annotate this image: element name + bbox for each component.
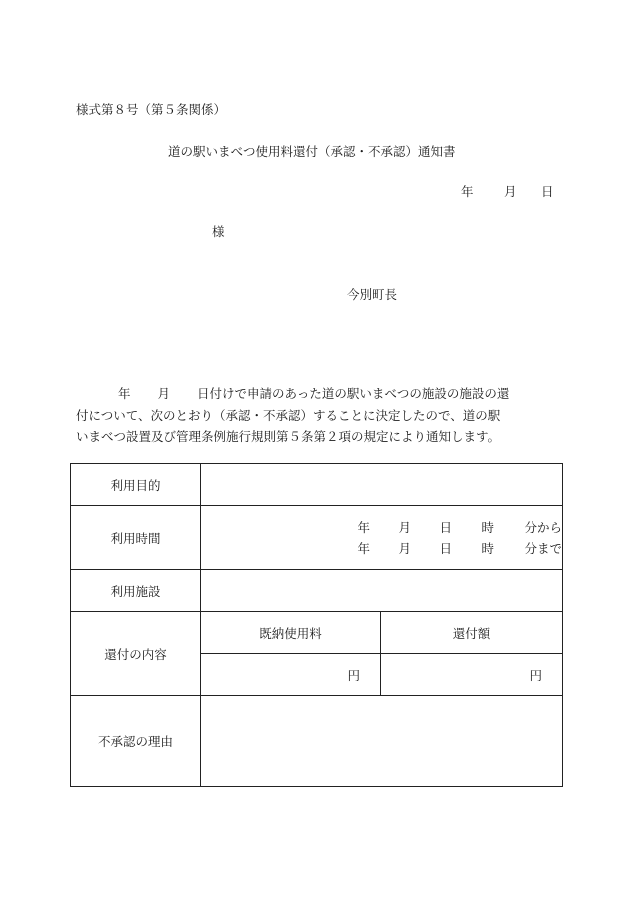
notice-line-2: 付について、次のとおり（承認・不承認）することに決定したので、道の駅 [76, 407, 501, 423]
body-date-month: 月 [157, 386, 171, 401]
time-to-day: 日 [439, 541, 452, 556]
form-number: 様式第８号（第５条関係） [76, 102, 227, 117]
notice-body [76, 383, 566, 448]
reason-value [201, 696, 563, 787]
time-from-minute: 分から [524, 520, 562, 535]
details-table [70, 463, 563, 787]
time-label: 利用時間 [71, 506, 201, 570]
facility-value [201, 570, 563, 612]
notice-line-1-text: 日付けで申請のあった道の駅いまべつの施設の施設の還 [197, 386, 510, 401]
document-title: 道の駅いまべつ使用料還付（承認・不承認）通知書 [168, 144, 456, 159]
refund-amount-value: 円 [381, 654, 563, 696]
time-to-month: 月 [398, 541, 411, 556]
date-month-label: 月 [504, 184, 517, 199]
time-to-year: 年 [357, 541, 370, 556]
body-date-year: 年 [118, 386, 131, 401]
purpose-label: 利用目的 [71, 464, 201, 506]
purpose-value [201, 464, 563, 506]
issue-date [461, 182, 554, 200]
refund-amount-label: 還付額 [381, 612, 563, 654]
paid-fee-value: 円 [201, 654, 381, 696]
time-from-hour: 時 [481, 520, 494, 535]
time-from-month: 月 [398, 520, 411, 535]
notice-line-3: いまべつ設置及び管理条例施行規則第５条第２項の規定により通知します。 [76, 429, 501, 444]
time-value [201, 506, 563, 570]
time-from-day: 日 [439, 520, 452, 535]
date-day-label: 日 [541, 184, 554, 199]
reason-label: 不承認の理由 [71, 696, 201, 787]
time-to-hour: 時 [481, 541, 494, 556]
time-to-row [201, 538, 562, 559]
addressee-suffix: 様 [212, 224, 225, 239]
time-to-minute: 分まで [524, 541, 562, 556]
date-year-label: 年 [461, 184, 474, 199]
time-from-row [201, 517, 562, 538]
issuer: 今別町長 [347, 287, 398, 302]
refund-label: 還付の内容 [71, 612, 201, 696]
paid-fee-label: 既納使用料 [201, 612, 381, 654]
facility-label: 利用施設 [71, 570, 201, 612]
time-from-year: 年 [357, 520, 370, 535]
notice-line-1 [76, 383, 566, 405]
